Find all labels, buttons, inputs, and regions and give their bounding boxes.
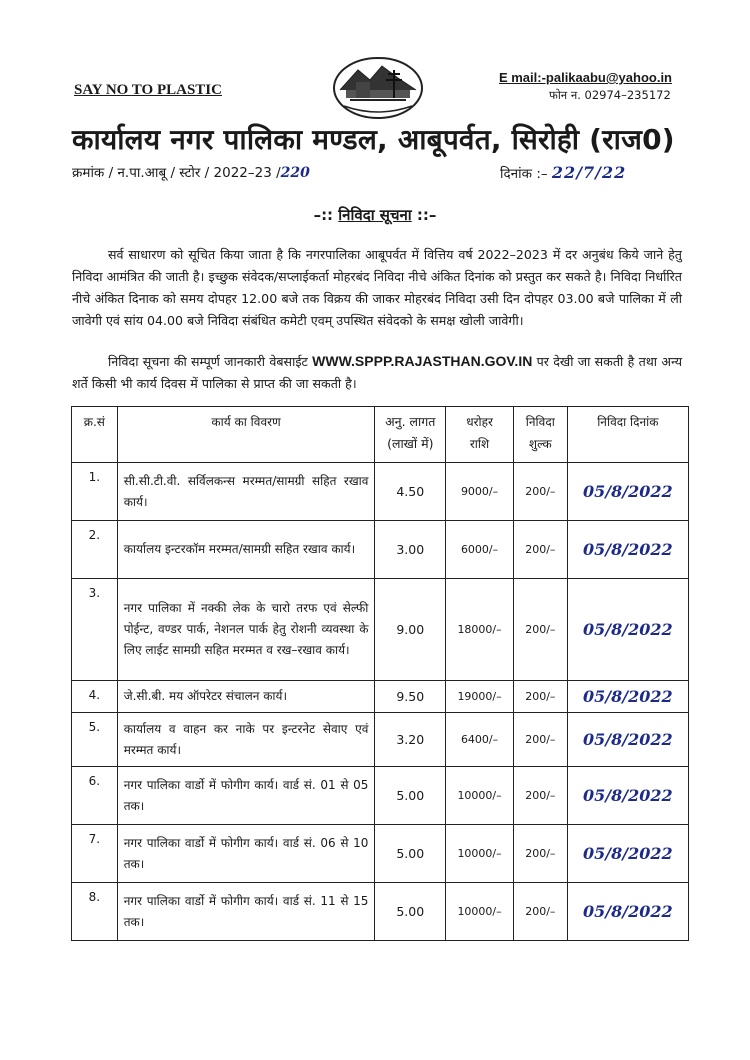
row-sn: 2. [72, 521, 118, 579]
para2-before: निविदा सूचना की सम्पूर्ण जानकारी वेबसाईट [108, 354, 313, 369]
row-fee: 200/– [513, 825, 567, 883]
row-date: 05/8/2022 [567, 463, 688, 521]
header-sn: क्र.सं [72, 407, 118, 463]
issue-date [500, 163, 626, 182]
table-row [72, 767, 689, 825]
table-header-row [72, 407, 689, 463]
slogan: SAY NO TO PLASTIC [74, 82, 222, 98]
notice-paragraph-1: सर्व साधारण को सूचित किया जाता है कि नगरपालिका आबूपर्वत में वित्तिय वर्ष 2022–2023 में दर अनुबंध किये जाने हेतु निविदा आमंत्रित की जाती है। इच्छुक संवेदक/सप्लाईकर्ता मोहरबंद निविदा नीचे अंकित दिनांक को प्रस्तुत कर सकते है। निविदा निर्धारित नीचे अंकित दिनाक को समय दोपहर 12.00 बजे तक विक्रय की जाकर मोहरबंद निविदा उसी दिन दोपहर 03.00 बजे पालिका में ली जावेगी एवं सांय 04.00 बजे निविदा संबंधित कमेटी एवम् उपस्थित संवेदको के समक्ष खोली जावेगी। [72, 247, 682, 328]
table-row [72, 463, 689, 521]
notice-paragraph-2 [72, 350, 682, 395]
row-cost: 3.00 [375, 521, 446, 579]
row-fee: 200/– [513, 463, 567, 521]
table-row [72, 521, 689, 579]
row-deposit: 19000/– [446, 681, 514, 713]
row-fee: 200/– [513, 521, 567, 579]
row-cost: 3.20 [375, 713, 446, 767]
row-deposit: 6400/– [446, 713, 514, 767]
contact-block [499, 70, 672, 103]
row-deposit: 10000/– [446, 767, 514, 825]
header-fee-line1: निविदा [525, 415, 555, 429]
header-cost-line2: (लाखों में) [387, 436, 434, 451]
header-deposit [446, 407, 514, 463]
row-cost: 9.50 [375, 681, 446, 713]
header-description: कार्य का विवरण [117, 407, 375, 463]
reference-number [72, 163, 310, 181]
row-sn: 5. [72, 713, 118, 767]
row-description: कार्यालय व वाहन कर नाके पर इन्टरनेट सेवाए एवं मरम्मत कार्य। [117, 713, 375, 767]
row-fee: 200/– [513, 579, 567, 681]
row-cost: 5.00 [375, 767, 446, 825]
website-link[interactable]: WWW.SPPP.RAJASTHAN.GOV.IN [312, 353, 533, 369]
row-sn: 3. [72, 579, 118, 681]
row-cost: 9.00 [375, 579, 446, 681]
row-sn: 8. [72, 883, 118, 941]
tender-table [71, 406, 689, 941]
row-deposit: 6000/– [446, 521, 514, 579]
header-fee-line2: शुल्क [528, 437, 552, 451]
table-row [72, 713, 689, 767]
row-description: कार्यालय इन्टरकॉम मरम्मत/सामग्री सहित रखाव कार्य। [117, 521, 375, 579]
phone-number: फोन न. 02974–235172 [548, 88, 671, 102]
row-deposit: 9000/– [446, 463, 514, 521]
header-deposit-line1: धरोहर [466, 415, 493, 429]
row-sn: 1. [72, 463, 118, 521]
row-sn: 7. [72, 825, 118, 883]
date-handwritten: 22/7/22 [551, 163, 627, 182]
para2-after: पर देखी जा सकती है तथा अन्य शर्ते किसी भी कार्य दिवस में पालिका से प्राप्त की जा सकती है। [72, 354, 682, 391]
office-title: कार्यालय नगर पालिका मण्डल, आबूपर्वत, सिरोही (राज0) [72, 123, 675, 156]
row-fee: 200/– [513, 767, 567, 825]
email-link[interactable]: E mail:-palikaabu@yahoo.in [498, 70, 672, 85]
row-cost: 5.00 [375, 825, 446, 883]
row-sn: 4. [72, 681, 118, 713]
row-date: 05/8/2022 [567, 883, 688, 941]
row-deposit: 10000/– [446, 825, 514, 883]
row-date: 05/8/2022 [567, 713, 688, 767]
row-date: 05/8/2022 [567, 521, 688, 579]
table-row [72, 825, 689, 883]
table-row [72, 681, 689, 713]
row-fee: 200/– [513, 681, 567, 713]
header-date: निविदा दिनांक [567, 407, 688, 463]
row-deposit: 18000/– [446, 579, 514, 681]
row-fee: 200/– [513, 883, 567, 941]
row-date: 05/8/2022 [567, 681, 688, 713]
row-description: नगर पालिका में नक्की लेक के चारो तरफ एवं सेल्फी पोईन्ट, वण्डर पार्क, नेशनल पार्क हेतु रोशनी व्यवस्था के लिए लाईट सामग्री सहित मरम्मत व रख–रखाव कार्य। [117, 579, 375, 681]
header-deposit-line2: राशि [469, 437, 490, 451]
header-fee [513, 407, 567, 463]
row-date: 05/8/2022 [567, 579, 688, 681]
row-cost: 4.50 [375, 463, 446, 521]
row-cost: 5.00 [375, 883, 446, 941]
row-date: 05/8/2022 [567, 825, 688, 883]
header-cost-line1: अनु. लागत [385, 414, 436, 429]
heading-right: ::– [411, 206, 437, 224]
table-row [72, 579, 689, 681]
reference-handwritten: 220 [280, 165, 310, 181]
row-date: 05/8/2022 [567, 767, 688, 825]
row-description: सी.सी.टी.वी. सर्विलकन्स मरम्मत/सामग्री सहित रखाव कार्य। [117, 463, 375, 521]
row-sn: 6. [72, 767, 118, 825]
heading-left: –:: [313, 206, 339, 224]
reference-row [72, 163, 692, 185]
reference-prefix: क्रमांक / न.पा.आबू / स्टोर / 2022–23 / [72, 165, 281, 181]
header-cost [375, 407, 446, 463]
row-description: नगर पालिका वार्डो में फोगीग कार्य। वार्ड सं. 01 से 05 तक। [117, 767, 375, 825]
row-description: नगर पालिका वार्डो में फोगीग कार्य। वार्ड सं. 11 से 15 तक। [117, 883, 375, 941]
row-deposit: 10000/– [446, 883, 514, 941]
notice-heading [0, 205, 750, 225]
table-row [72, 883, 689, 941]
heading-title: निविदा सूचना [338, 206, 412, 224]
date-label: दिनांक :– [500, 166, 548, 182]
row-description: जे.सी.बी. मय ऑपरेटर संचालन कार्य। [117, 681, 375, 713]
row-description: नगर पालिका वार्डो में फोगीग कार्य। वार्ड सं. 06 से 10 तक। [117, 825, 375, 883]
municipal-emblem-icon [330, 56, 426, 120]
row-fee: 200/– [513, 713, 567, 767]
